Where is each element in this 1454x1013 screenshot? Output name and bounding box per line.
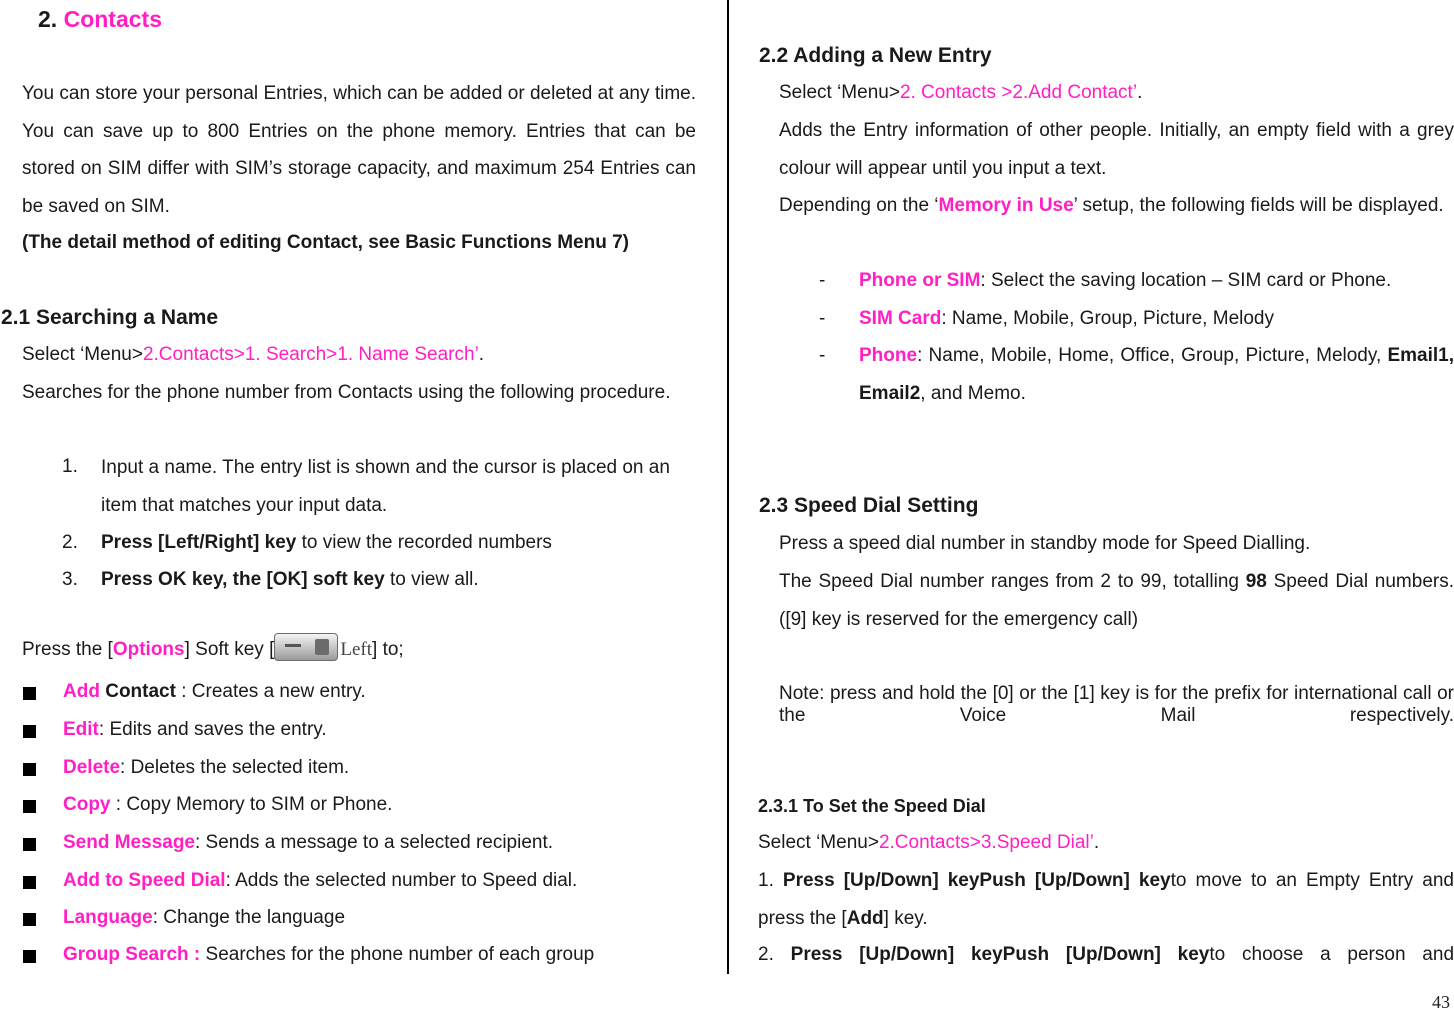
option-item [63,870,577,892]
menu-path-link: 2. Contacts >2.Add Contact’ [899,82,1138,103]
step-description: to view the recorded numbers [296,532,552,553]
step-key: Press [Up/Down] keyPush [Up/Down] key [790,944,1210,965]
option-description: : Change the language [152,907,346,928]
intro-paragraph: You can store your personal Entries, which can be added or deleted at any time. You can save up to 800 Entries on the phone memory. Entries that can be stored on SIM differ with SIM’s storage capacity, and maximum 254 Entries can be saved on SIM. [22,83,696,217]
step-text [101,532,552,554]
step-description: to choose a person and [1209,944,1454,965]
press-suffix: ] to; [372,639,404,660]
section-heading [38,6,162,33]
field-description: : Select the saving location – SIM card or Phone. [980,270,1392,291]
step-number: 2. [62,532,78,553]
square-bullet-icon [23,763,36,776]
add-entry-description: Adds the Entry information of other people. Initially, an empty field with a grey colour will appear until you input a text. [779,120,1454,179]
option-name: Copy [63,794,111,815]
option-item [63,944,594,966]
field-description: : Name, Mobile, Group, Picture, Melody [941,308,1274,329]
square-bullet-icon [23,687,36,700]
section-title: Contacts [63,6,162,32]
field-name: Phone [859,345,918,366]
step-text [101,569,479,591]
square-bullet-icon [23,838,36,851]
speed-dial-range [779,563,1454,638]
option-name: Add to Speed Dial [63,870,226,891]
memory-in-use-paragraph [779,187,1454,225]
menu-path-link: 2.Contacts>3.Speed Dial’ [878,832,1094,853]
field-description-end: , and Memo. [920,382,1026,404]
field-item [859,337,1454,412]
menu-path-suffix: . [478,344,485,365]
menu-path-2-1 [22,344,484,366]
square-bullet-icon [23,913,36,926]
press-mid: ] Soft key [ [184,639,275,660]
speed-dial-step-2 [758,944,1454,966]
step-text [101,449,697,524]
menu-path-suffix: . [1137,82,1143,103]
menu-path-suffix: . [1093,832,1100,853]
step-description-end: ] key. [883,907,928,929]
menu-path-prefix: Select ‘Menu> [779,82,900,103]
field-name: SIM Card [859,308,942,329]
square-bullet-icon [23,950,36,963]
menu-path-prefix: Select ‘Menu> [758,832,879,853]
step-key: Press [Up/Down] keyPush [Up/Down] key [782,870,1171,891]
option-description: : Deletes the selected item. [120,757,350,778]
range-total: 98 [1245,571,1267,592]
option-description: : Creates a new entry. [175,681,366,702]
note-text: Note: press and hold the [0] or the [1] key is for the prefix for international call or the Voice Mail respectively. [779,683,1454,726]
dash-bullet: - [819,345,826,366]
option-item [63,832,553,854]
step-key: Press [Left/Right] key [101,532,297,553]
step-description: Input a name. The entry list is shown and the cursor is placed on an item that matches your input data. [101,457,670,516]
field-description: : Name, Mobile, Home, Office, Group, Picture, Melody, [917,345,1388,366]
menu-path-2-3-1 [758,832,1099,854]
dash-bullet: - [819,308,826,329]
option-name-bold: Contact [99,681,176,702]
menu-path-2-2 [779,82,1142,104]
add-key-label: Add [846,907,884,929]
subsection-heading-2-1: 2.1 Searching a Name [1,306,219,329]
option-description: : Copy Memory to SIM or Phone. [110,794,393,815]
field-item [859,270,1391,292]
option-item [63,907,345,929]
option-item [63,719,327,741]
option-description: : Edits and saves the entry. [98,719,327,740]
option-name: Send Message [63,832,195,853]
dash-bullet: - [819,270,826,291]
options-label: Options [112,639,185,660]
field-item [859,308,1274,330]
memory-in-use-label: Memory in Use [938,195,1074,216]
step-number: 1. [62,456,78,477]
intro-note: (The detail method of editing Contact, see Basic Functions Menu 7) [22,232,629,253]
subsection-heading-2-2: 2.2 Adding a New Entry [759,44,992,67]
option-name: Add [63,681,100,702]
step-number: 1. [758,870,783,891]
dep-suffix: ’ setup, the following fields will be displayed. [1073,195,1444,216]
step-number: 3. [62,569,78,590]
option-description: Searches for the phone number of each group [200,944,595,965]
step-key: Press OK key, the [OK] soft key [101,569,385,590]
range-prefix: The Speed Dial number ranges from 2 to 99, totalling [779,571,1246,592]
section-number: 2. [38,6,58,32]
range-suffix: Speed Dial numbers. ([9] key is reserved for the emergency call) [779,571,1454,630]
menu-path-prefix: Select ‘Menu> [22,344,143,365]
press-prefix: Press the [ [22,639,113,660]
field-email-names: Email1, Email2 [859,345,1454,404]
option-description: : Sends a message to a selected recipient. [195,832,554,853]
step-description: to move to an Empty Entry and press the [ [758,870,1454,929]
note-line-1 [779,683,1454,727]
option-name: Edit [63,719,99,740]
option-name: Language [63,907,153,928]
option-description: : Adds the selected number to Speed dial. [225,870,578,891]
options-softkey-line [22,633,404,661]
field-name: Phone or SIM [859,270,981,291]
page-number: 43 [1432,992,1450,1012]
subsection-heading-2-3: 2.3 Speed Dial Setting [759,494,979,517]
option-name: Delete [63,757,121,778]
speed-dial-step-1 [758,862,1454,937]
column-divider [727,0,729,974]
option-item [63,794,392,816]
subsection-heading-2-3-1: 2.3.1 To Set the Speed Dial [758,796,986,816]
square-bullet-icon [23,800,36,813]
menu-path-link: 2.Contacts>1. Search>1. Name Search’ [142,344,479,365]
speed-dial-intro: Press a speed dial number in standby mode for Speed Dialling. [779,533,1311,554]
step-number: 2. [758,944,791,965]
dep-prefix: Depending on the ‘ [779,195,939,216]
option-name: Group Search : [63,944,201,965]
option-item [63,681,366,703]
search-description: Searches for the phone number from Contacts using the following procedure. [22,382,671,403]
step-description: to view all. [384,569,479,590]
square-bullet-icon [23,725,36,738]
left-softkey-label: Left [340,639,373,660]
option-item [63,757,349,779]
left-softkey-icon [274,633,338,661]
square-bullet-icon [23,876,36,889]
